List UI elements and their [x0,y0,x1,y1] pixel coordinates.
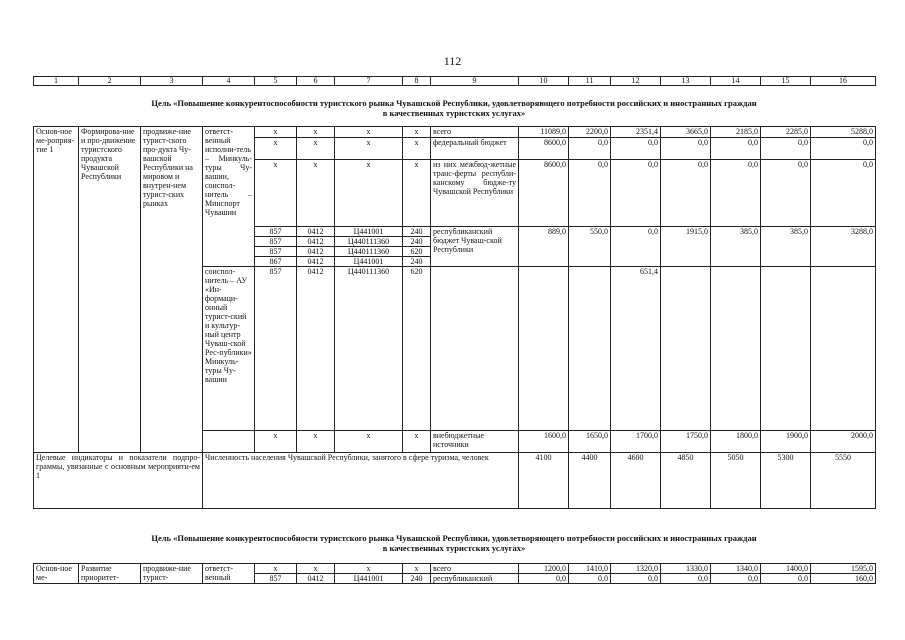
value-cell: 1600,0 [519,431,569,453]
value-cell: 2000,0 [811,431,876,453]
col-num-15: 15 [761,77,811,86]
code-grbs: 857 [255,237,297,247]
x-mark: x [403,160,431,227]
code-section: 0412 [297,267,335,431]
empty-cell [661,267,711,431]
value-cell: 1400,0 [761,564,811,574]
value-cell: 0,0 [611,160,661,227]
funding-source: внебюджетные источники [431,431,519,453]
code-expense-type: 240 [403,574,431,584]
value-cell: 1750,0 [661,431,711,453]
value-cell: 0,0 [611,138,661,160]
code-section: 0412 [297,247,335,257]
empty-cell [431,267,519,431]
value-cell: 1330,0 [661,564,711,574]
x-mark: x [255,127,297,138]
code-grbs: 857 [255,227,297,237]
funding-source: республиканский [431,574,519,584]
x-mark: x [335,138,403,160]
code-expense-type: 620 [403,247,431,257]
value-cell: 2185,0 [711,127,761,138]
x-mark: x [297,431,335,453]
value-cell: 651,4 [611,267,661,431]
activity-title: Формирова-ние и про-движение туристского продукта Чувашской Республики [79,127,141,453]
funding-source: всего [431,564,519,574]
funding-source: всего [431,127,519,138]
code-target: Ц441001 [335,227,403,237]
indicator-value: 4850 [661,453,711,509]
indicator-text: Численность населения Чувашской Республики, занятого в сфере туризма, человек [203,453,519,509]
x-mark: x [297,127,335,138]
col-num-13: 13 [661,77,711,86]
goal-heading-1 [33,98,875,118]
x-mark: x [403,431,431,453]
value-cell: 160,0 [811,574,876,584]
col-num-11: 11 [569,77,611,86]
value-cell: 0,0 [519,574,569,584]
code-expense-type: 240 [403,227,431,237]
code-target: Ц441001 [335,574,403,584]
col-num-3: 3 [141,77,203,86]
indicator-value: 4600 [611,453,661,509]
value-cell: 1900,0 [761,431,811,453]
x-mark: x [255,138,297,160]
x-mark: x [255,431,297,453]
column-number-header [33,76,876,86]
value-cell: 0,0 [711,160,761,227]
value-cell: 3665,0 [661,127,711,138]
goal-1-line1: Цель «Повышение конкурентоспособности туристского рынка Чувашской Республики, удовлетворяющего потребности российских и иностранных граждан [151,98,757,108]
code-target: Ц441001 [335,257,403,267]
value-cell: 0,0 [611,227,661,267]
code-expense-type: 240 [403,237,431,247]
x-mark: x [403,564,431,574]
x-mark: x [335,127,403,138]
value-cell: 0,0 [569,160,611,227]
responsible-executor: ответст-венный исполни-тель – Минкуль-туры Чу-вашии, соиспол-нитель – Минспорт Чувашии [203,127,255,267]
x-mark: x [403,127,431,138]
code-target: Ц440111360 [335,247,403,257]
x-mark: x [335,564,403,574]
col-num-6: 6 [297,77,335,86]
value-cell: 550,0 [569,227,611,267]
value-cell: 0,0 [661,160,711,227]
indicator-value: 5550 [811,453,876,509]
code-section: 0412 [297,227,335,237]
value-cell: 1410,0 [569,564,611,574]
value-cell: 0,0 [661,138,711,160]
goal-2-line1: Цель «Повышение конкурентоспособности туристского рынка Чувашской Республики, удовлетворяющего потребности российских и иностранных граждан [151,533,757,543]
funding-source: федеральный бюджет [431,138,519,160]
empty-cell [761,267,811,431]
code-expense-type: 240 [403,257,431,267]
empty-cell [519,267,569,431]
code-grbs: 857 [255,267,297,431]
value-cell: 0,0 [711,138,761,160]
main-activity-table [33,126,876,509]
value-cell: 0,0 [661,574,711,584]
col-num-8: 8 [403,77,431,86]
value-cell: 1800,0 [711,431,761,453]
empty-cell [711,267,761,431]
co-executor: соиспол-нитель – АУ «Ин-формаци-онный турист-ский и культур-ный центр Чуваш-ской Рес-публики» Минкуль-туры Чу-вашии [203,267,255,431]
responsible-executor: ответст-венный [203,564,255,584]
goal-heading-2 [33,533,875,553]
value-cell: 0,0 [761,138,811,160]
x-mark: x [255,564,297,574]
value-cell: 0,0 [569,574,611,584]
activity-purpose: продвиже-ние турист- [141,564,203,584]
activity-number: Основ-ное ме-роприя-тие 1 [34,127,79,453]
empty-cell [569,267,611,431]
value-cell: 11089,0 [519,127,569,138]
indicator-value: 4100 [519,453,569,509]
activity-title: Развитие приоритет- [79,564,141,584]
funding-source: из них межбюд-жетные транс-ферты республи-канскому бюдже-ту Чувашской Республики [431,160,519,227]
value-cell: 1595,0 [811,564,876,574]
value-cell: 0,0 [811,138,876,160]
value-cell: 5288,0 [811,127,876,138]
value-cell: 0,0 [761,574,811,584]
col-num-14: 14 [711,77,761,86]
value-cell: 0,0 [569,138,611,160]
col-num-5: 5 [255,77,297,86]
value-cell: 3288,0 [811,227,876,267]
indicator-value: 5300 [761,453,811,509]
code-grbs: 857 [255,247,297,257]
value-cell: 385,0 [761,227,811,267]
x-mark: x [335,160,403,227]
code-section: 0412 [297,574,335,584]
col-num-9: 9 [431,77,519,86]
value-cell: 8600,0 [519,160,569,227]
empty-cell [811,267,876,431]
value-cell: 1340,0 [711,564,761,574]
value-cell: 0,0 [711,574,761,584]
indicator-value: 4400 [569,453,611,509]
value-cell: 1700,0 [611,431,661,453]
value-cell: 0,0 [811,160,876,227]
value-cell: 2351,4 [611,127,661,138]
goal-1-line2: в качественных туристских услугах» [382,108,526,118]
value-cell: 1650,0 [569,431,611,453]
page-number: 112 [443,54,462,68]
x-mark: x [297,564,335,574]
activity-number: Основ-ное ме- [34,564,79,584]
x-mark: x [297,160,335,227]
x-mark: x [297,138,335,160]
indicators-label: Целевые индикаторы и показатели подпро-граммы, увязанные с основным мероприяти-ем 1 [34,453,203,509]
value-cell: 2285,0 [761,127,811,138]
activity-purpose: продвиже-ние турист-ского про-дукта Чу-вашской Республики на мировом и внутрен-нем турист-ских рынках [141,127,203,453]
col-num-7: 7 [335,77,403,86]
value-cell: 385,0 [711,227,761,267]
empty-cell [203,431,255,453]
code-target: Ц440111360 [335,267,403,431]
value-cell: 0,0 [611,574,661,584]
col-num-2: 2 [79,77,141,86]
col-num-16: 16 [811,77,876,86]
value-cell: 1915,0 [661,227,711,267]
col-num-12: 12 [611,77,661,86]
indicator-value: 5050 [711,453,761,509]
code-section: 0412 [297,237,335,247]
value-cell: 2200,0 [569,127,611,138]
goal-2-line2: в качественных туристских услугах» [382,543,526,553]
value-cell: 889,0 [519,227,569,267]
code-grbs: 867 [255,257,297,267]
x-mark: x [335,431,403,453]
code-section: 0412 [297,257,335,267]
value-cell: 8600,0 [519,138,569,160]
code-expense-type: 620 [403,267,431,431]
x-mark: x [255,160,297,227]
code-target: Ц440111360 [335,237,403,247]
col-num-1: 1 [34,77,79,86]
value-cell: 1200,0 [519,564,569,574]
col-num-4: 4 [203,77,255,86]
second-activity-table [33,563,876,584]
funding-source: республиканский бюджет Чуваш-ской Республики [431,227,519,267]
x-mark: x [403,138,431,160]
value-cell: 0,0 [761,160,811,227]
col-num-10: 10 [519,77,569,86]
value-cell: 1320,0 [611,564,661,574]
code-grbs: 857 [255,574,297,584]
